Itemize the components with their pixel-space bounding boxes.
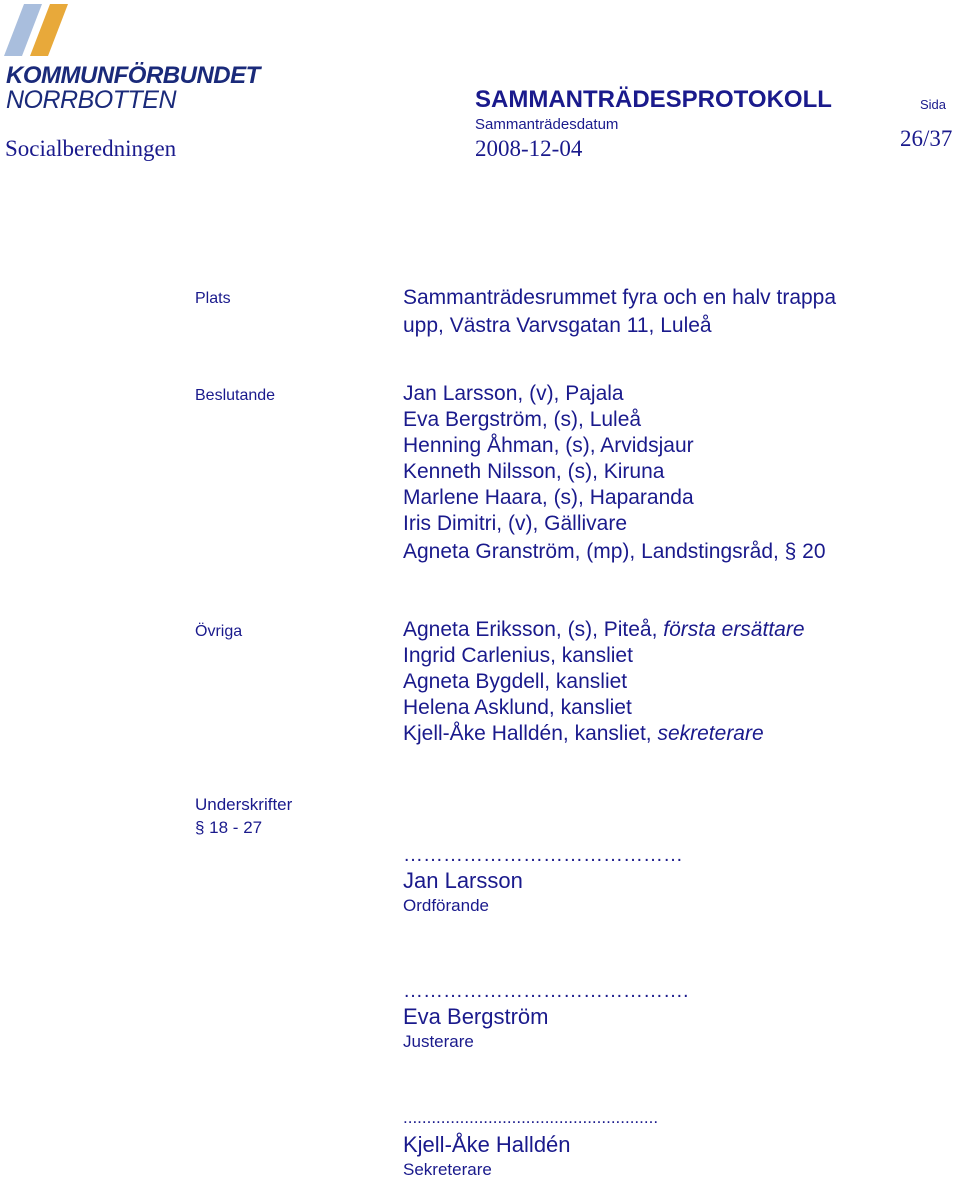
underskrifter-paragraphs: § 18 - 27 <box>195 818 263 837</box>
organ-name: Socialberedningen <box>5 136 177 161</box>
beslutande-member: Eva Bergström, (s), Luleå <box>403 408 642 431</box>
signature-line: ...................................................... <box>403 1108 659 1127</box>
meeting-date: 2008-12-04 <box>475 136 583 161</box>
page-label: Sida <box>920 97 947 112</box>
logo-text-line2: NORRBOTTEN <box>6 86 176 114</box>
beslutande-member: Kenneth Nilsson, (s), Kiruna <box>403 460 665 483</box>
ovriga-member-text: Kjell-Åke Halldén, kansliet, <box>403 722 658 745</box>
ovriga-member-text: Agneta Eriksson, (s), Piteå, <box>403 618 664 641</box>
beslutande-member: Agneta Granström, (mp), Landstingsråd, § 20 <box>403 540 826 563</box>
signer-name: Eva Bergström <box>403 1004 549 1029</box>
logo-text-line1: KOMMUNFÖRBUNDET <box>6 62 260 89</box>
ovriga-member <box>403 695 632 721</box>
plats-line: Sammanträdesrummet fyra och en halv trappa <box>403 286 837 309</box>
beslutande-member: Henning Åhman, (s), Arvidsjaur <box>403 434 694 457</box>
plats-line: upp, Västra Varvsgatan 11, Luleå <box>403 314 712 337</box>
beslutande-member: Iris Dimitri, (v), Gällivare <box>403 512 627 535</box>
signer-name: Kjell-Åke Halldén <box>403 1132 571 1157</box>
signer-role: Justerare <box>403 1032 474 1051</box>
document-title: SAMMANTRÄDESPROTOKOLL <box>475 86 832 113</box>
plats-label: Plats <box>195 290 231 307</box>
ovriga-label: Övriga <box>195 623 243 640</box>
signature-line: …………………………………… <box>403 844 683 866</box>
signer-role: Sekreterare <box>403 1160 492 1179</box>
ovriga-member-role: första ersättare <box>663 618 805 641</box>
underskrifter-label: Underskrifter <box>195 795 293 814</box>
ovriga-member-text: Agneta Bygdell, kansliet <box>403 670 628 693</box>
beslutande-member: Jan Larsson, (v), Pajala <box>403 382 624 405</box>
logo-stripes-graphic <box>4 2 74 66</box>
organization-logo <box>4 2 266 112</box>
ovriga-member <box>403 617 805 643</box>
beslutande-label: Beslutande <box>195 387 276 404</box>
signer-role: Ordförande <box>403 896 489 915</box>
ovriga-member <box>403 669 627 695</box>
signature-line: ……………………………………. <box>403 980 689 1002</box>
ovriga-member-role: sekreterare <box>657 722 764 745</box>
meeting-date-label: Sammanträdesdatum <box>475 116 619 133</box>
ovriga-member <box>403 643 633 669</box>
beslutande-member: Marlene Haara, (s), Haparanda <box>403 486 694 509</box>
ovriga-member <box>403 721 764 747</box>
ovriga-member-text: Ingrid Carlenius, kansliet <box>403 644 633 667</box>
page-number: 26/37 <box>900 126 953 151</box>
signer-name: Jan Larsson <box>403 868 523 893</box>
ovriga-member-text: Helena Asklund, kansliet <box>403 696 632 719</box>
